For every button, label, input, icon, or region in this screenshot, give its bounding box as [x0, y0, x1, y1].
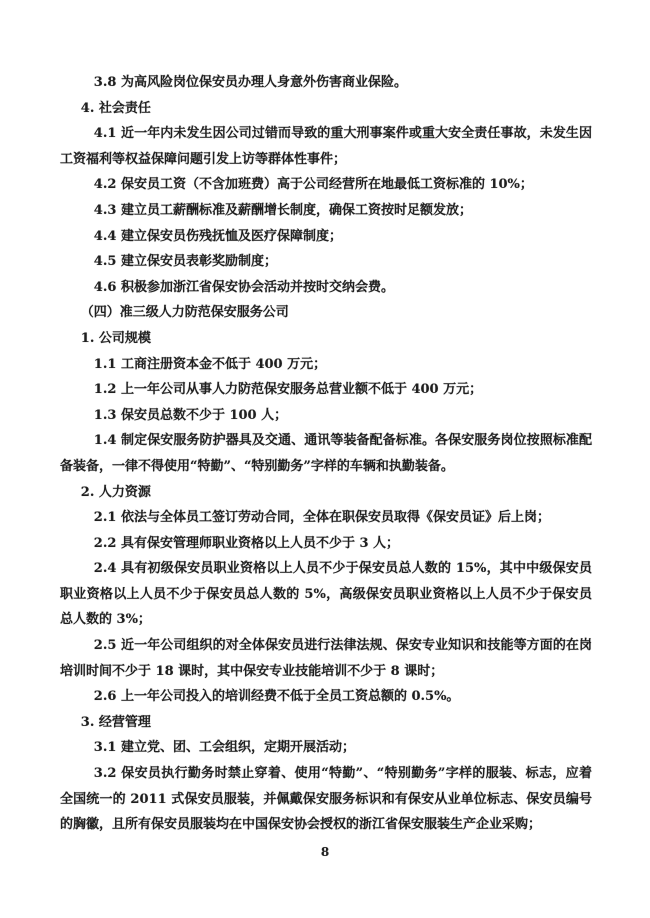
doc-paragraph: 3.2 保安员执行勤务时禁止穿着、使用“特勤”、“特别勤务”字样的服装、标志，应着全国统一的 2011 式保安员服装，并佩戴保安服务标识和有保安从业单位标志、保安员编号的胸徽，且所有保安员服装均在中国保安协会授权的浙江省保安服装生产企业采购；: [60, 766, 592, 833]
doc-paragraph: 4.2 保安员工资（不含加班费）高于公司经营所在地最低工资标准的 10%；: [93, 177, 533, 193]
doc-paragraph: 1.1 工商注册资本金不低于 400 万元；: [93, 356, 327, 372]
doc-paragraph: 4.4 建立保安员伤残抚恤及医疗保障制度；: [93, 228, 342, 244]
doc-heading: （四）准三级人力防范保安服务公司: [80, 305, 289, 321]
doc-paragraph: 4.5 建立保安员表彰奖励制度；: [93, 254, 277, 270]
doc-paragraph: 1.4 制定保安服务防护器具及交通、通讯等装备配备标准。各保安服务岗位按照标准配备装备，一律不得使用“特勤”、“特别勤务”字样的车辆和执勤装备。: [60, 433, 592, 474]
doc-heading: 4. 社会责任: [80, 100, 151, 116]
doc-heading: 1. 公司规模: [80, 330, 151, 346]
doc-paragraph: 4.6 积极参加浙江省保安协会活动并按时交纳会费。: [93, 279, 394, 295]
doc-paragraph: 2.2 具有保安管理师职业资格以上人员不少于 3 人；: [93, 535, 400, 551]
doc-paragraph: 2.5 近一年公司组织的对全体保安员进行法律法规、保安专业知识和技能等方面的在岗培训时间不少于 18 课时，其中保安专业技能培训不少于 8 课时；: [60, 638, 592, 679]
doc-paragraph: 1.2 上一年公司从事人力防范保安服务总营业额不低于 400 万元；: [93, 382, 483, 398]
doc-paragraph: 2.1 依法与全体员工签订劳动合同，全体在职保安员取得《保安员证》后上岗；: [93, 510, 550, 526]
doc-paragraph: 3.1 建立党、团、工会组织，定期开展活动；: [93, 740, 355, 756]
doc-paragraph: 4.1 近一年内未发生因公司过错而导致的重大刑事案件或重大安全责任事故，未发生因工资福利等权益保障问题引发上访等群体性事件；: [60, 126, 592, 167]
page-number: 8: [320, 845, 330, 859]
doc-paragraph: 2.4 具有初级保安员职业资格以上人员不少于保安员总人数的 15%，其中中级保安员职业资格以上人员不少于保安员总人数的 5%，高级保安员职业资格以上人员不少于保安员总人数的 3%；: [60, 561, 592, 628]
document-body: [60, 70, 592, 838]
doc-paragraph: 4.3 建立员工薪酬标准及薪酬增长制度，确保工资按时足额发放；: [93, 202, 472, 218]
doc-paragraph: 1.3 保安员总数不少于 100 人；: [93, 407, 288, 423]
doc-paragraph: 2.6 上一年公司投入的培训经费不低于全员工资总额的 0.5%。: [93, 689, 460, 705]
doc-paragraph: 3.8 为高风险岗位保安员办理人身意外伤害商业保险。: [93, 75, 407, 90]
doc-heading: 3. 经营管理: [80, 714, 151, 730]
doc-heading: 2. 人力资源: [80, 484, 151, 500]
